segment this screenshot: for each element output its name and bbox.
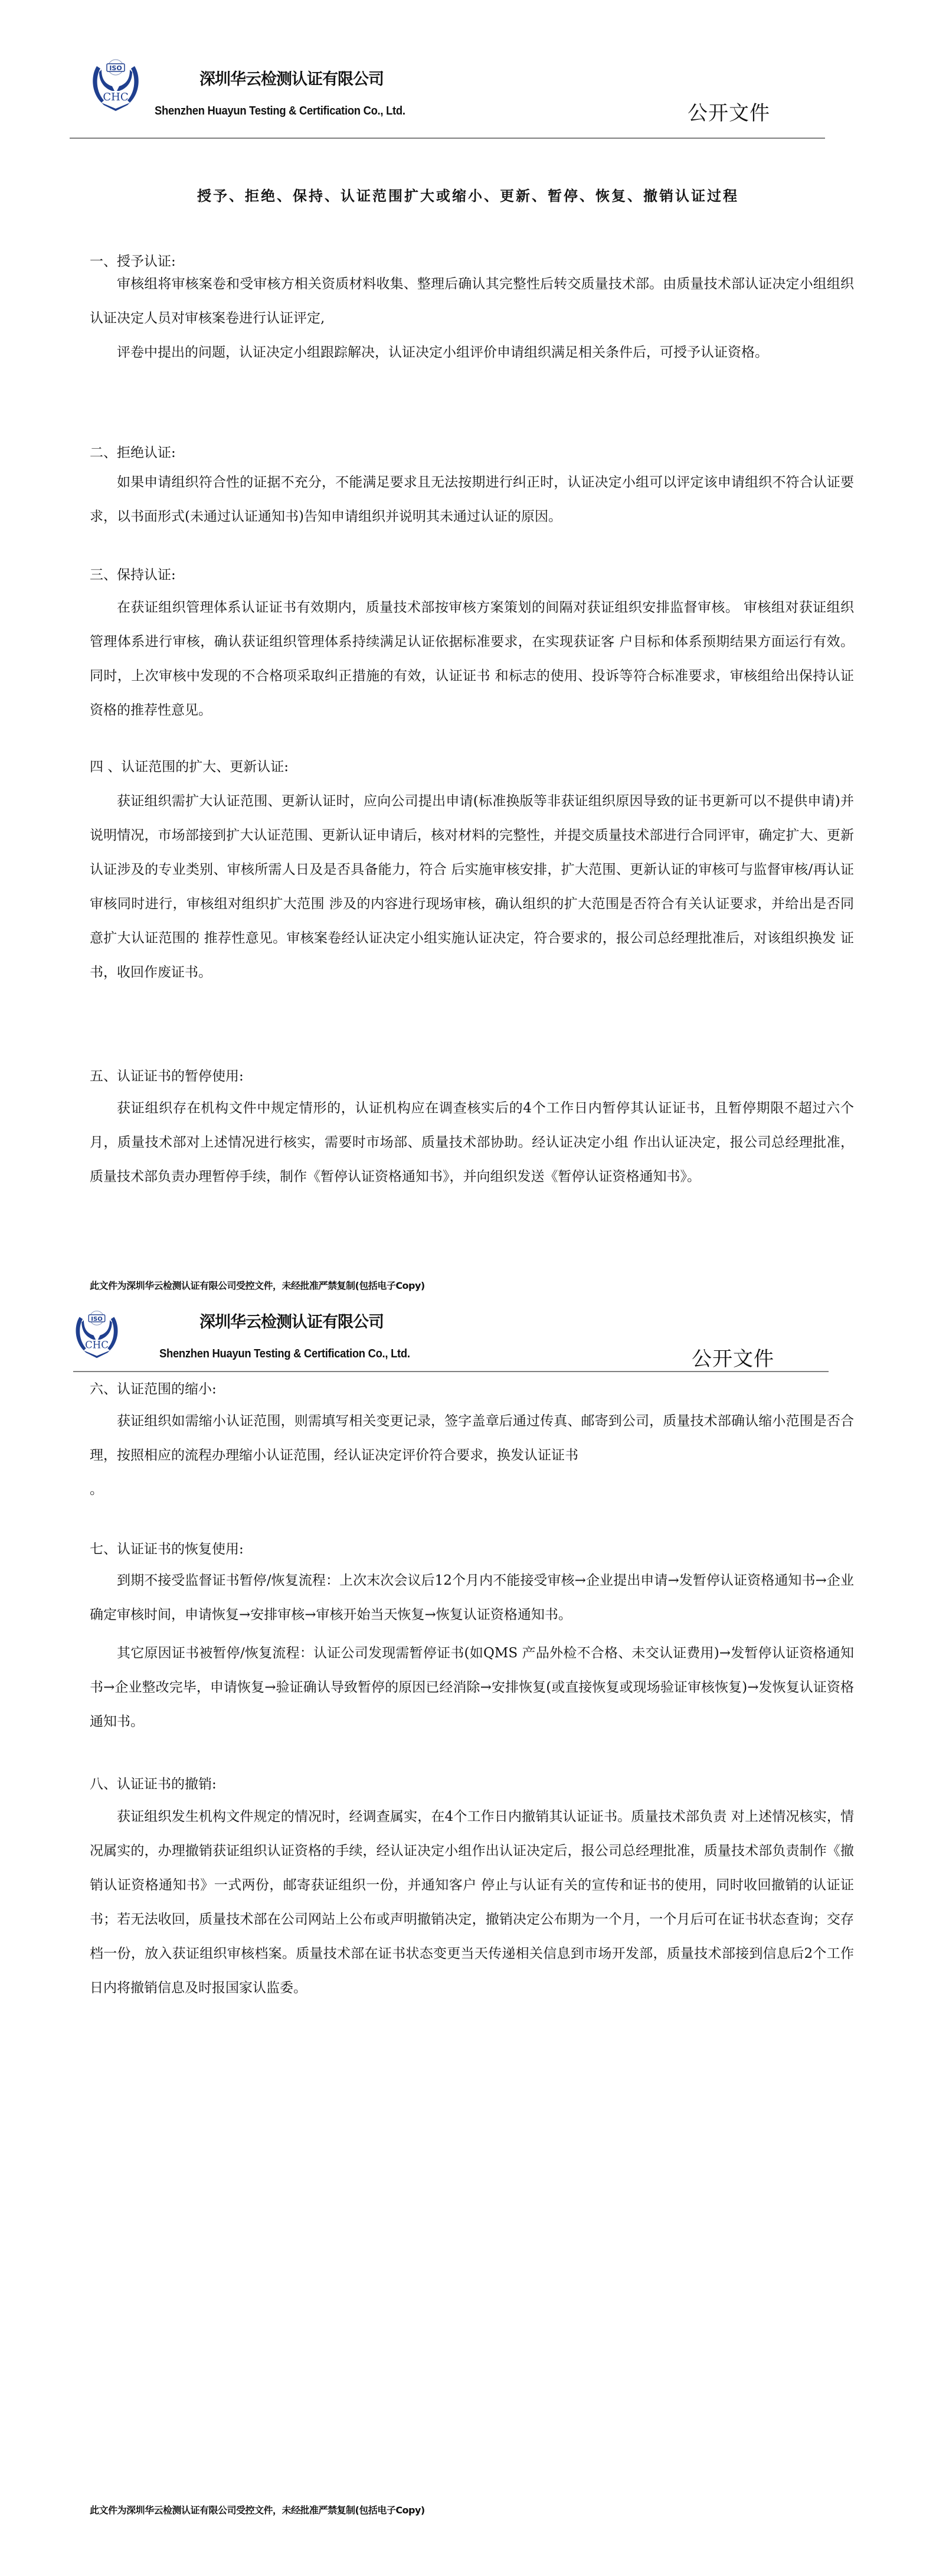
logo-top-text: ISO — [109, 64, 122, 72]
section-paragraph: 到期不接受监督证书暂停/恢复流程：上次末次会议后12个月内不能接受审核→企业提出申请→发暂停认证资格通知书→企业确定审核时间，申请恢复→安排审核→审核开始当天恢复→恢复认证资格通知书。 — [90, 1573, 854, 1622]
section-paragraph: 获证组织存在机构文件中规定情形的，认证机构应在调查核实后的4个工作日内暂停其认证证书，且暂停期限不超过六个月，质量技术部对上述情况进行核实，需要时市场部、质量技术部协助。经认证决定小组 作出认证决定，报公司总经理批准，质量技术部负责办理暂停手续，制作《暂停认证资格通知书》，并向组织发送《暂停认证资格通知书》。 — [90, 1101, 854, 1184]
section-paragraph: 如果申请组织符合性的证据不充分，不能满足要求且无法按期进行纠正时，认证决定小组可以评定该申请组织不符合认证要求，以书面形式(未通过认证通知书)告知申请组织并说明其未通过认证的原因。 — [90, 475, 854, 524]
section-paragraph: 审核组将审核案卷和受审核方相关资质材料收集、整理后确认其完整性后转交质量技术部。由质量技术部认证决定小组组织认证决定人员对审核案卷进行认证评定, — [90, 276, 854, 326]
document-classification: 公开文件 — [692, 1347, 774, 1371]
section-paragraph: 获证组织如需缩小认证范围，则需填写相关变更记录，签字盖章后通过传真、邮寄到公司，质量技术部确认缩小范围是否合理，按照相应的流程办理缩小认证范围，经认证决定评价符合要求，换发认证证书 — [90, 1413, 854, 1463]
section-paragraph: 获证组织需扩大认证范围、更新认证时，应向公司提出申请(标准换版等非获证组织原因导致的证书更新可以不提供申请)并说明情况，市场部接到扩大认证范围、更新认证申请后，核对材料的完整性，并提交质量技术部进行合同评审，确定扩大、更新认证涉及的专业类别、审核所需人日及是否具备能力，符合 后实施审核安排，扩大范围、更新认证的审核可与监督审核/再认证审核同时进行，审核组对组织扩大范围 涉及的内容进行现场审核，确认组织的扩大范围是否符合有关认证要求，并给出是否同意扩大认证范围的 推荐性意见。审核案卷经认证决定小组实施认证决定，符合要求的，报公司总经理批准后，对该组织换发 证书，收回作废证书。 — [90, 794, 854, 980]
section-paragraph: 其它原因证书被暂停/恢复流程：认证公司发现需暂停证书(如QMS 产品外检不合格、未交认证费用)→发暂停认证资格通知书→企业整改完毕，申请恢复→验证确认导致暂停的原因已经消除→安排恢复(或直接恢复或现场验证审核恢复)→发恢复认证资格通知书。 — [90, 1645, 854, 1729]
chc-logo-icon — [89, 55, 143, 112]
section-paragraph: 。 — [90, 1482, 103, 1497]
section-heading: 六、认证范围的缩小: — [90, 1382, 217, 1397]
footer-notice: 此文件为深圳华云检测认证有限公司受控文件，未经批准严禁复制(包括电子Copy) — [90, 2505, 425, 2516]
chc-logo-icon — [71, 1307, 123, 1359]
section-heading: 四 、认证范围的扩大、更新认证: — [90, 759, 289, 775]
section-heading: 三、保持认证: — [90, 567, 176, 583]
header-divider — [70, 138, 825, 139]
section-heading: 二、拒绝认证: — [90, 445, 176, 461]
section-heading: 五、认证证书的暂停使用: — [90, 1069, 244, 1084]
company-name-cn: 深圳华云检测认证有限公司 — [199, 1313, 384, 1331]
section-heading: 一、授予认证: — [90, 254, 176, 269]
section-heading: 七、认证证书的恢复使用: — [90, 1542, 244, 1557]
footer-notice: 此文件为深圳华云检测认证有限公司受控文件，未经批准严禁复制(包括电子Copy) — [90, 1280, 425, 1291]
logo-bottom-text: CHC — [103, 91, 129, 103]
section-paragraph: 获证组织发生机构文件规定的情况时，经调查属实，在4个工作日内撤销其认证证书。质量技术部负责 对上述情况核实，情况属实的，办理撤销获证组织认证资格的手续，经认证决定小组作出认证决定后，报公司总经理批准，质量技术部负责制作《撤销认证资格通知书》一式两份，邮寄获证组织一份，并通知客户 停止与认证有关的宣传和证书的使用，同时收回撤销的认证证书；若无法收回，质量技术部在公司网站上公布或声明撤销决定，撤销决定公布期为一个月，一个月后可在证书状态查询；交存档一份，放入获证组织审核档案。质量技术部在证书状态变更当天传递相关信息到市场开发部，质量技术部接到信息后2个工作日内将撤销信息及时报国家认监委。 — [90, 1809, 854, 1996]
company-name-cn: 深圳华云检测认证有限公司 — [199, 70, 384, 89]
section-paragraph: 在获证组织管理体系认证证书有效期内，质量技术部按审核方案策划的间隔对获证组织安排监督审核。 审核组对获证组织管理体系进行审核，确认获证组织管理体系持续满足认证依据标准要求，在实现获证客 户目标和体系预期结果方面运行有效。同时，上次审核中发现的不合格项采取纠正措施的有效，认证证书 和标志的使用、投诉等符合标准要求，审核组给出保持认证资格的推荐性意见。 — [90, 600, 854, 718]
document-title: 授予、拒绝、保持、认证范围扩大或缩小、更新、暂停、恢复、撤销认证过程 — [197, 187, 739, 204]
company-name-en: Shenzhen Huayun Testing & Certification Co., Ltd. — [159, 1347, 410, 1360]
header-divider — [73, 1371, 829, 1372]
section-paragraph: 评卷中提出的问题，认证决定小组跟踪解决，认证决定小组评价申请组织满足相关条件后，可授予认证资格。 — [117, 345, 768, 360]
logo-top-text: ISO — [91, 1315, 103, 1323]
company-name-en: Shenzhen Huayun Testing & Certification Co., Ltd. — [155, 105, 405, 117]
document-classification: 公开文件 — [688, 102, 770, 125]
logo-bottom-text: CHC — [85, 1339, 109, 1351]
section-heading: 八、认证证书的撤销: — [90, 1777, 217, 1792]
